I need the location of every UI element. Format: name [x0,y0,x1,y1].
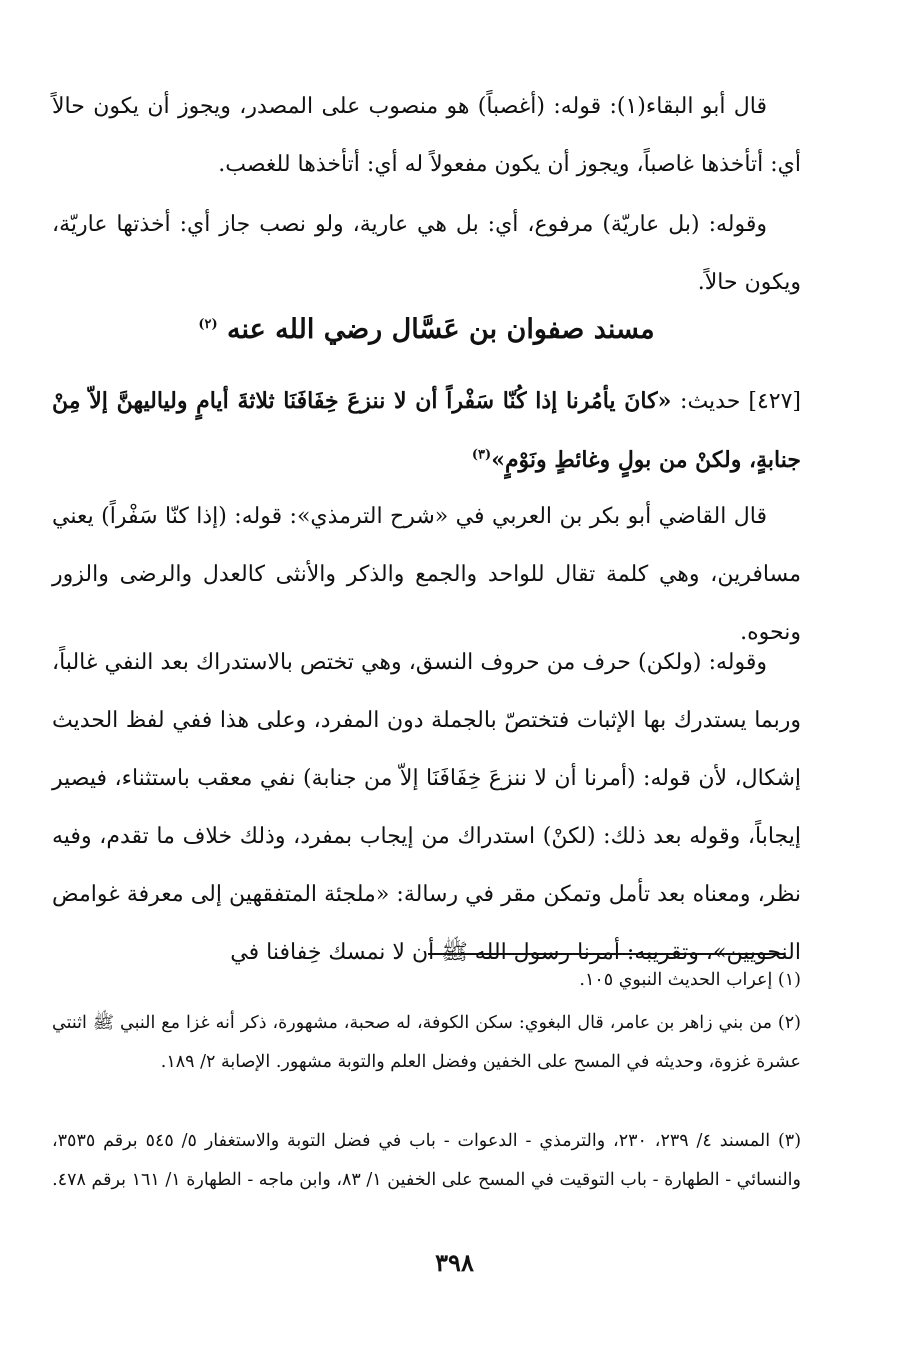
section-heading [52,310,801,350]
paragraph-text: قال أبو البقاء(١): قوله: (أغصباً) هو منصوب على المصدر، ويجوز أن يكون حالاً أي: أتأخذها غاصباً، ويجوز أن يكون مفعولاً له أي: أتأخذها للغصب. [52,94,801,177]
footnote-text: (٢) من بني زاهر بن عامر، قال البغوي: سكن الكوفة، له صحبة، مشهورة، ذكر أنه غزا مع النبي ﷺ اثنتي عشرة غزوة، وحديثه في المسح على الخفين وفضل العلم والتوبة مشهور. الإصابة ٢/ ١٨٩. [52,1013,801,1072]
footnote-text: (٣) المسند ٤/ ٢٣٩، ٢٣٠، والترمذي - الدعوات - باب في فضل التوبة والاستغفار ٥/ ٥٤٥ برقم ٣٥٣٥، والنسائي - الطهارة - باب التوقيت في المسح على الخفين ١/ ٨٣، وابن ماجه - الطهارة ١/ ١٦١ برقم ٤٧٨. [52,1131,802,1190]
footnote-3 [52,1122,801,1200]
footnote-marker: (٢) [198,317,218,332]
paragraph-text: قال القاضي أبو بكر بن العربي في «شرح الترمذي»: قوله: (إذا كنّا سَفْراً) يعني مسافرين، وهي كلمة تقال للواحد والجمع والذكر والأنثى كالعدل والرضى والزور ونحوه. [52,504,801,645]
footnote-text: (١) إعراب الحديث النبوي ١٠٥. [579,970,801,990]
paragraph-abu-al-baqa [52,78,801,194]
paragraph-text: وقوله: (ولكن) حرف من حروف النسق، وهي تختص بالاستدراك بعد النفي غالباً، وربما يستدرك بها الإثبات فتختصّ بالجملة دون المفرد، وعلى هذا ففي لفظ الحديث إشكال، لأن قوله: (أمرنا أن لا ننزعَ خِفَافَنَا إلاّ من جنابة) نفي معقب باستثناء، فيصير إيجاباً، وقوله بعد ذلك: (لكنْ) استدراك من إيجاب بمفرد، وذلك خلاف ما تقدم، وفيه نظر، ومعناه بعد تأمل وتمكن مقر في رسالة: «ملجئة المتفقهين إلى معرفة غوامض النحويين»، وتقريبه: أمرنا رسول الله ﷺ أن لا نمسك خِفافنا في [52,650,801,965]
page-number: ٣٩٨ [435,1248,474,1277]
hadith-number: [٤٢٧] حديث: [680,389,801,414]
footnote-2 [52,1004,801,1082]
commentary-walakin [52,634,801,982]
section-title: مسند صفوان بن عَسَّال رضي الله عنه [227,314,655,345]
footnote-1 [52,961,801,1000]
hadith-block [52,372,801,489]
paragraph-bal-ariya [52,196,801,312]
footnote-divider [428,953,784,955]
footnote-marker: (٣) [471,447,492,463]
paragraph-text: وقوله: (بل عاريّة) مرفوع، أي: بل هي عارية، ولو نصب جاز أي: أخذتها عاريّة، ويكون حالاً. [52,212,801,295]
hadith-text: «كانَ يأمُرنا إذا كُنّا سَفْراً أن لا ننزعَ خِفَافَنَا ثلاثةَ أيامٍ ولياليهنَّ إلاّ مِنْ جنابةٍ، ولكنْ من بولٍ وغائطٍ ونَوْمٍ» [52,388,801,473]
